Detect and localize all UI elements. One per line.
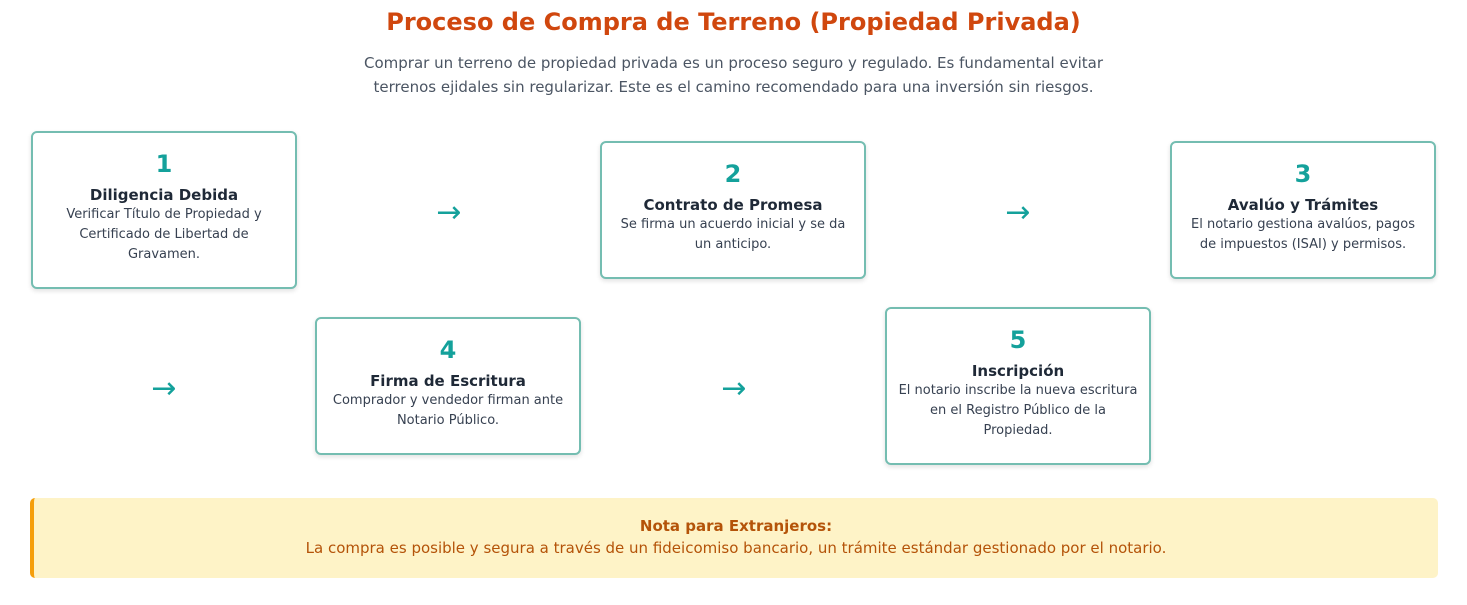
- step-title: Diligencia Debida: [89, 186, 239, 204]
- step-title: Avalúo y Trámites: [1227, 196, 1379, 214]
- page-title: Proceso de Compra de Terreno (Propiedad Privada): [386, 8, 1081, 36]
- arrow-right-icon: →: [436, 195, 462, 230]
- step-card-5: [885, 307, 1151, 465]
- step-description: Comprador y vendedor firman ante Notario Público.: [332, 393, 564, 428]
- step-card-2: [600, 141, 866, 279]
- step-number: 4: [439, 336, 457, 364]
- step-number: 5: [1009, 326, 1027, 354]
- step-number: 1: [155, 150, 173, 178]
- step-card-1: [31, 131, 297, 289]
- arrow-right-icon: →: [1005, 195, 1031, 230]
- note-box: [30, 498, 1438, 578]
- step-description: Se firma un acuerdo inicial y se da un anticipo.: [620, 217, 846, 252]
- step-number: 2: [724, 160, 742, 188]
- step-title: Contrato de Promesa: [643, 196, 823, 214]
- arrow-right-icon: →: [721, 371, 747, 406]
- step-card-4: [315, 317, 581, 455]
- step-title: Inscripción: [971, 362, 1065, 380]
- subtitle-line-1: Comprar un terreno de propiedad privada es un proceso seguro y regulado. Es fundamental evitar: [364, 54, 1103, 72]
- note-text: La compra es posible y segura a través de un fideicomiso bancario, un trámite estándar gestionado por el notario.: [305, 539, 1167, 557]
- page-subtitle: [0, 51, 1467, 99]
- subtitle-line-2: terrenos ejidales sin regularizar. Este es el camino recomendado para una inversión sin riesgos.: [373, 78, 1094, 96]
- step-title: Firma de Escritura: [370, 372, 526, 390]
- step-description: El notario gestiona avalúos, pagos de impuestos (ISAI) y permisos.: [1191, 217, 1415, 252]
- step-card-3: [1170, 141, 1436, 279]
- note-title: Nota para Extranjeros:: [639, 517, 833, 535]
- step-description: El notario inscribe la nueva escritura en el Registro Público de la Propiedad.: [898, 383, 1138, 438]
- step-description: Verificar Título de Propiedad y Certificado de Libertad de Gravamen.: [66, 207, 262, 262]
- arrow-right-icon: →: [151, 371, 177, 406]
- step-number: 3: [1294, 160, 1312, 188]
